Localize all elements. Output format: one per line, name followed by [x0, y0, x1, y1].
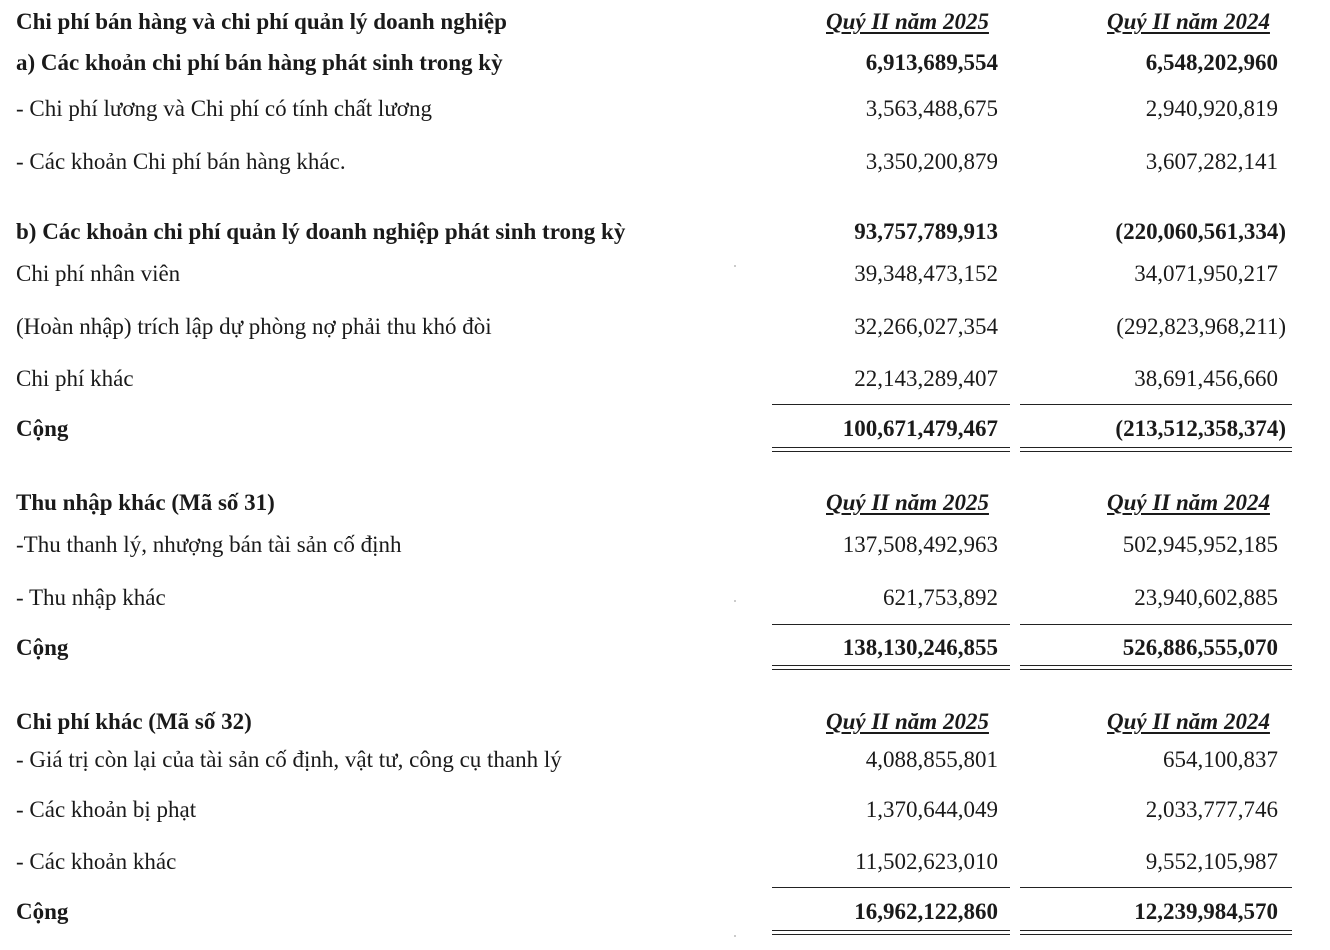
total-double-rule [772, 665, 1010, 670]
total-double-rule [1020, 447, 1292, 452]
section1-total-row [0, 412, 1330, 446]
sub-b-value-2025: 93,757,789,913 [854, 219, 998, 244]
table-row [0, 257, 1330, 291]
total-value-2025: 138,130,246,855 [842, 635, 998, 660]
row-label: Chi phí nhân viên [16, 261, 181, 286]
sub-a-value-2025: 6,913,689,554 [865, 50, 998, 75]
row-value-2024: 2,940,920,819 [1145, 96, 1278, 121]
subtotal-rule [1020, 887, 1292, 888]
row-label: (Hoàn nhập) trích lập dự phòng nợ phải thu khó đòi [16, 314, 492, 339]
subtotal-rule [1020, 624, 1292, 625]
row-label: - Chi phí lương và Chi phí có tính chất lương [16, 96, 432, 121]
row-value-2025: 4,088,855,801 [865, 747, 998, 772]
table-row [0, 845, 1330, 879]
row-value-2025: 22,143,289,407 [854, 366, 998, 391]
table-row [0, 528, 1330, 562]
row-value-2025: 3,350,200,879 [865, 149, 998, 174]
total-value-2024: (213,512,358,374) [1115, 416, 1286, 441]
row-value-2025: 1,370,644,049 [865, 797, 998, 822]
total-double-rule [1020, 665, 1292, 670]
section2-col2-header: Quý II năm 2024 [1107, 490, 1270, 515]
row-value-2024: 23,940,602,885 [1134, 585, 1278, 610]
total-value-2025: 100,671,479,467 [842, 416, 998, 441]
row-value-2025: 3,563,488,675 [865, 96, 998, 121]
row-label: Chi phí khác [16, 366, 134, 391]
table-row [0, 362, 1330, 396]
sub-b-label: b) Các khoản chi phí quản lý doanh nghiệp phát sinh trong kỳ [16, 219, 626, 244]
row-value-2024: 3,607,282,141 [1145, 149, 1278, 174]
sub-b-value-2024: (220,060,561,334) [1115, 219, 1286, 244]
subtotal-rule [772, 624, 1010, 625]
subtotal-rule [772, 404, 1010, 405]
row-label: - Các khoản khác [16, 849, 177, 874]
section1-sub-b-row [0, 215, 1330, 249]
total-double-rule [772, 930, 1010, 935]
sub-a-value-2024: 6,548,202,960 [1145, 50, 1278, 75]
total-label: Cộng [16, 416, 69, 441]
section3-header-row [0, 705, 1330, 739]
section1-title: Chi phí bán hàng và chi phí quản lý doanh nghiệp [16, 9, 507, 34]
section1-col1-header: Quý II năm 2025 [826, 9, 989, 34]
table-row [0, 145, 1330, 179]
table-row [0, 743, 1330, 777]
section1-header-row [0, 5, 1330, 39]
scan-speck [734, 600, 736, 602]
section3-title: Chi phí khác (Mã số 32) [16, 709, 252, 734]
row-label: - Thu nhập khác [16, 585, 166, 610]
table-row [0, 793, 1330, 827]
subtotal-rule [772, 887, 1010, 888]
row-value-2025: 11,502,623,010 [855, 849, 998, 874]
section3-col2-header: Quý II năm 2024 [1107, 709, 1270, 734]
section2-total-row [0, 631, 1330, 665]
row-label: - Các khoản Chi phí bán hàng khác. [16, 149, 346, 174]
row-value-2024: (292,823,968,211) [1116, 314, 1286, 339]
section1-sub-a-row [0, 46, 1330, 80]
row-label: - Các khoản bị phạt [16, 797, 197, 822]
scan-speck [734, 265, 736, 267]
section1-col2-header: Quý II năm 2024 [1107, 9, 1270, 34]
total-double-rule [772, 447, 1010, 452]
row-label: -Thu thanh lý, nhượng bán tài sản cố định [16, 532, 402, 557]
row-label: - Giá trị còn lại của tài sản cố định, vật tư, công cụ thanh lý [16, 747, 562, 772]
section3-total-row [0, 895, 1330, 929]
total-label: Cộng [16, 899, 69, 924]
total-double-rule [1020, 930, 1292, 935]
row-value-2024: 502,945,952,185 [1122, 532, 1278, 557]
total-label: Cộng [16, 635, 69, 660]
total-value-2024: 12,239,984,570 [1134, 899, 1278, 924]
total-value-2024: 526,886,555,070 [1122, 635, 1278, 660]
row-value-2024: 654,100,837 [1163, 747, 1278, 772]
row-value-2024: 34,071,950,217 [1134, 261, 1278, 286]
row-value-2025: 32,266,027,354 [854, 314, 998, 339]
subtotal-rule [1020, 404, 1292, 405]
table-row [0, 92, 1330, 126]
row-value-2024: 38,691,456,660 [1134, 366, 1278, 391]
section2-header-row [0, 486, 1330, 520]
table-row [0, 581, 1330, 615]
section3-col1-header: Quý II năm 2025 [826, 709, 989, 734]
row-value-2024: 2,033,777,746 [1145, 797, 1278, 822]
total-value-2025: 16,962,122,860 [854, 899, 998, 924]
section2-title: Thu nhập khác (Mã số 31) [16, 490, 275, 515]
scan-speck [734, 935, 736, 937]
row-value-2025: 39,348,473,152 [854, 261, 998, 286]
row-value-2024: 9,552,105,987 [1145, 849, 1278, 874]
table-row [0, 310, 1330, 344]
row-value-2025: 137,508,492,963 [842, 532, 998, 557]
sub-a-label: a) Các khoản chi phí bán hàng phát sinh trong kỳ [16, 50, 503, 75]
row-value-2025: 621,753,892 [883, 585, 998, 610]
section2-col1-header: Quý II năm 2025 [826, 490, 989, 515]
